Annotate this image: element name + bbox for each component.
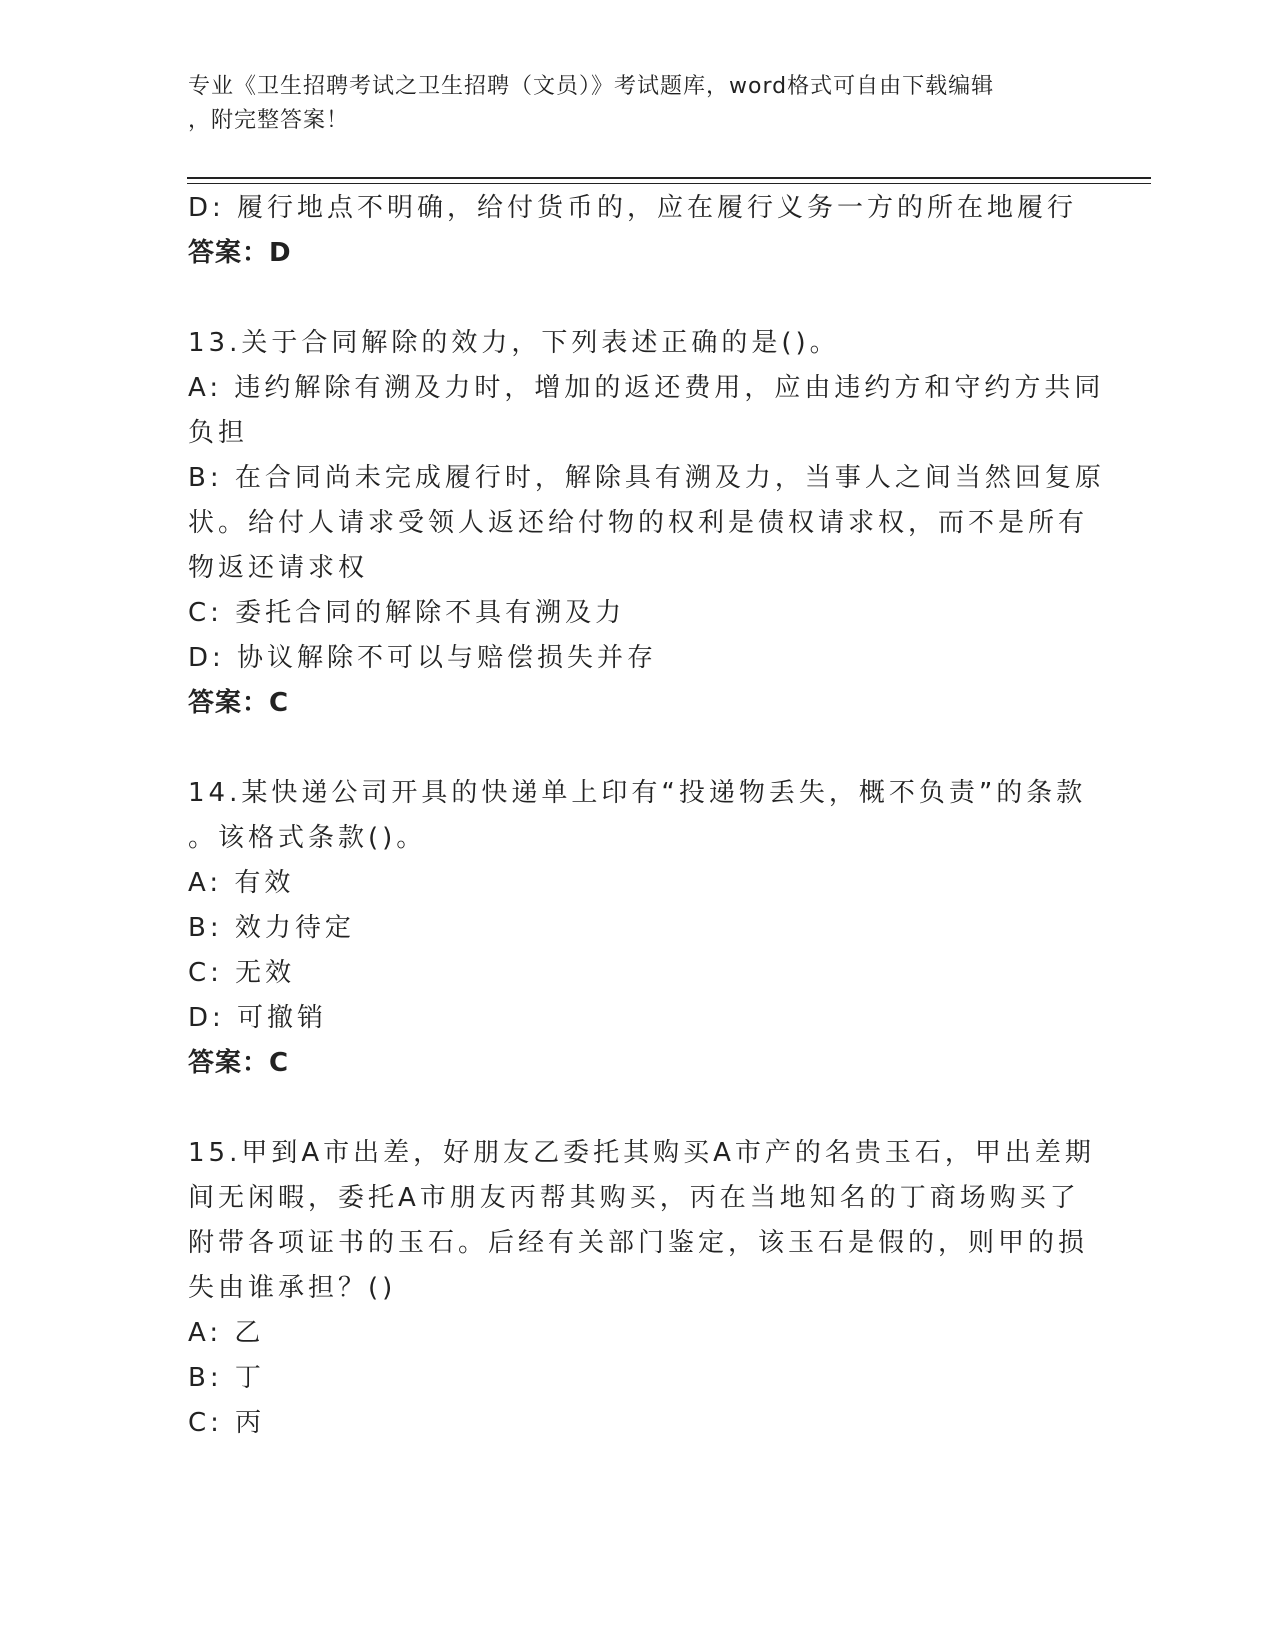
option-a-continued: 负担 <box>188 418 249 448</box>
question-13 <box>188 321 1105 726</box>
option-b-continued: 物返还请求权 <box>188 553 369 583</box>
option-b: B: 在合同尚未完成履行时，解除具有溯及力，当事人之间当然回复原 <box>188 463 1105 493</box>
question-stem-continued: 失由谁承担？() <box>188 1273 397 1303</box>
header-divider-thin <box>187 183 1151 184</box>
answer-label: 答案：C <box>188 1048 290 1078</box>
spacer <box>188 1086 1068 1131</box>
option-d: D: 可撤销 <box>188 1003 328 1033</box>
question-stem-continued: 间无闲暇，委托A市朋友丙帮其购买，丙在当地知名的丁商场购买了 <box>188 1183 1080 1213</box>
page-header <box>188 70 1068 138</box>
question-stem-continued: 附带各项证书的玉石。后经有关部门鉴定，该玉石是假的，则甲的损 <box>188 1228 1089 1258</box>
header-line-1: 专业《卫生招聘考试之卫生招聘（文员）》考试题库，word格式可自由下载编辑 <box>188 74 995 99</box>
answer-label: 答案：D <box>188 238 292 268</box>
option-c: C: 丙 <box>188 1408 266 1438</box>
previous-question-tail <box>188 186 1078 276</box>
header-divider-thick <box>187 177 1151 179</box>
question-stem: 15.甲到A市出差，好朋友乙委托其购买A市产的名贵玉石，甲出差期 <box>188 1138 1095 1168</box>
header-line-2: ，附完整答案！ <box>188 108 350 133</box>
spacer <box>188 726 1068 771</box>
option-b: B: 丁 <box>188 1363 265 1393</box>
answer-label: 答案：C <box>188 688 290 718</box>
spacer <box>188 276 1068 321</box>
option-a: A: 有效 <box>188 868 295 898</box>
option-c: C: 委托合同的解除不具有溯及力 <box>188 598 626 628</box>
question-14 <box>188 771 1087 1086</box>
option-b-continued: 状。给付人请求受领人返还给付物的权利是债权请求权，而不是所有 <box>188 508 1089 538</box>
option-a: A: 违约解除有溯及力时，增加的返还费用，应由违约方和守约方共同 <box>188 373 1105 403</box>
question-15 <box>188 1131 1095 1446</box>
question-stem: 14.某快递公司开具的快递单上印有“投递物丢失，概不负责”的条款 <box>188 778 1087 808</box>
question-content <box>188 186 1105 1446</box>
question-stem: 13.关于合同解除的效力，下列表述正确的是()。 <box>188 328 840 358</box>
option-c: C: 无效 <box>188 958 296 988</box>
option-a: A: 乙 <box>188 1318 265 1348</box>
option-b: B: 效力待定 <box>188 913 355 943</box>
option-d: D: 履行地点不明确，给付货币的，应在履行义务一方的所在地履行 <box>188 193 1078 223</box>
question-stem-continued: 。该格式条款()。 <box>188 823 427 853</box>
option-d: D: 协议解除不可以与赔偿损失并存 <box>188 643 658 673</box>
